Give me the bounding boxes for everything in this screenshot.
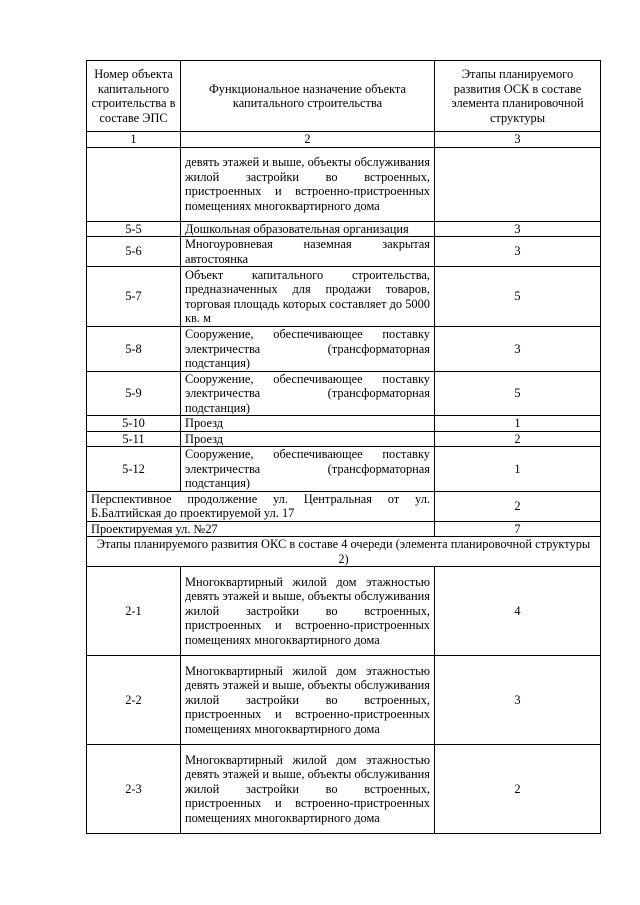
object-number: 2-1	[87, 567, 181, 656]
road-description: Перспективное продолжение ул. Центральная от ул. Б.Балтийская до проектируемой ул. 17	[87, 491, 435, 521]
object-stage: 3	[435, 237, 601, 267]
object-number: 5-8	[87, 327, 181, 372]
object-function: Проезд	[181, 431, 435, 447]
object-stage: 5	[435, 371, 601, 416]
section-title: Этапы планируемого развития ОКС в составе 4 очереди (элемента планировочной структуры 2)	[87, 537, 601, 567]
table-row	[87, 656, 601, 745]
object-stage: 3	[435, 656, 601, 745]
object-function: Сооружение, обеспечивающее поставку электричества (трансформаторная подстанция)	[181, 447, 435, 492]
object-number: 2-2	[87, 656, 181, 745]
object-stage: 2	[435, 491, 601, 521]
column-number-3: 3	[435, 132, 601, 148]
object-function: Проезд	[181, 416, 435, 432]
header-object-number: Номер объекта капитального строительства в составе ЭПС	[87, 61, 181, 132]
object-function: Многоуровневая наземная закрытая автостоянка	[181, 237, 435, 267]
table-row	[87, 371, 601, 416]
table-row	[87, 237, 601, 267]
object-number: 5-12	[87, 447, 181, 492]
object-function: девять этажей и выше, объекты обслуживания жилой застройки во встроенных, пристроенных и встроенно-пристроенных помещениях многоквартирного дома	[181, 147, 435, 221]
table-row	[87, 416, 601, 432]
object-stage: 4	[435, 567, 601, 656]
header-function: Функциональное назначение объекта капитального строительства	[181, 61, 435, 132]
object-stage: 2	[435, 745, 601, 834]
table-row	[87, 745, 601, 834]
object-function: Многоквартирный жилой дом этажностью девять этажей и выше, объекты обслуживания жилой застройки во встроенных, пристроенных и встроенно-пристроенных помещениях многоквартирного дома	[181, 656, 435, 745]
table-row	[87, 447, 601, 492]
table-row-wide	[87, 521, 601, 537]
table-row-wide	[87, 491, 601, 521]
column-number-1: 1	[87, 132, 181, 148]
object-function: Объект капитального строительства, предназначенных для продажи товаров, торговая площадь которых составляет до 5000 кв. м	[181, 267, 435, 327]
object-function: Сооружение, обеспечивающее поставку электричества (трансформаторная подстанция)	[181, 371, 435, 416]
table-body	[87, 61, 601, 834]
stages-table	[86, 60, 601, 834]
object-function: Многоквартирный жилой дом этажностью девять этажей и выше, объекты обслуживания жилой застройки во встроенных, пристроенных и встроенно-пристроенных помещениях многоквартирного дома	[181, 567, 435, 656]
object-number: 5-6	[87, 237, 181, 267]
object-number: 5-10	[87, 416, 181, 432]
object-function: Многоквартирный жилой дом этажностью девять этажей и выше, объекты обслуживания жилой застройки во встроенных, пристроенных и встроенно-пристроенных помещениях многоквартирного дома	[181, 745, 435, 834]
object-number: 5-7	[87, 267, 181, 327]
object-stage: 1	[435, 416, 601, 432]
header-row	[87, 61, 601, 132]
object-number: 5-9	[87, 371, 181, 416]
object-stage: 3	[435, 327, 601, 372]
road-description: Проектируемая ул. №27	[87, 521, 435, 537]
object-stage: 2	[435, 431, 601, 447]
table-row	[87, 267, 601, 327]
object-number: 5-11	[87, 431, 181, 447]
object-number	[87, 147, 181, 221]
table-row	[87, 431, 601, 447]
column-numbers-row	[87, 132, 601, 148]
object-number: 5-5	[87, 221, 181, 237]
table-row	[87, 567, 601, 656]
table-row	[87, 327, 601, 372]
object-function: Сооружение, обеспечивающее поставку электричества (трансформаторная подстанция)	[181, 327, 435, 372]
object-stage: 5	[435, 267, 601, 327]
object-function: Дошкольная образовательная организация	[181, 221, 435, 237]
table-row	[87, 221, 601, 237]
header-stages: Этапы планируемого развития ОСК в составе элемента планировочной структуры	[435, 61, 601, 132]
object-stage: 7	[435, 521, 601, 537]
object-stage: 3	[435, 221, 601, 237]
object-number: 2-3	[87, 745, 181, 834]
table-row	[87, 147, 601, 221]
object-stage	[435, 147, 601, 221]
section-header-row	[87, 537, 601, 567]
object-stage: 1	[435, 447, 601, 492]
column-number-2: 2	[181, 132, 435, 148]
